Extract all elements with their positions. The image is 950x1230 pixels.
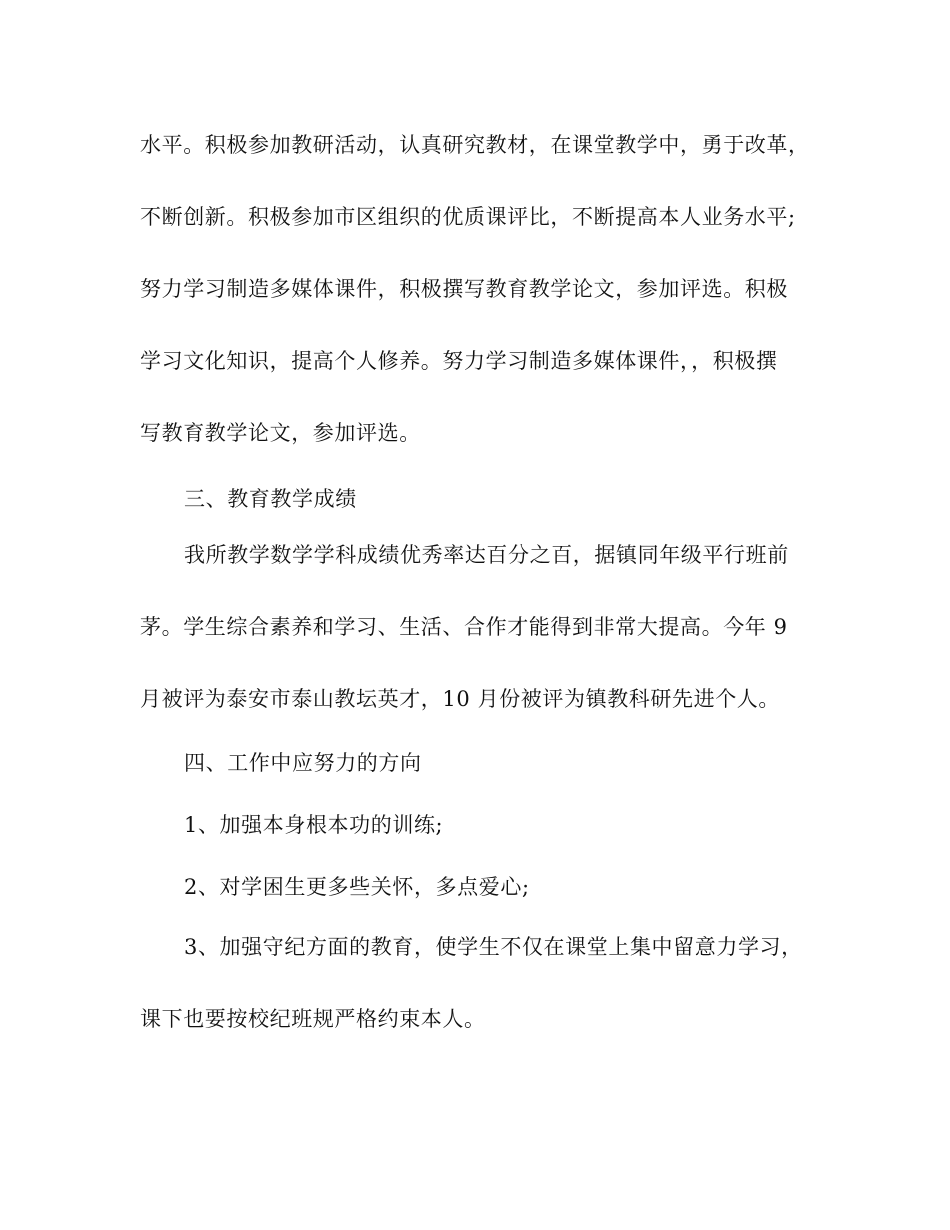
paragraph-line: 努力学习制造多媒体课件，积极撰写教育教学论文，参加评选。积极 <box>140 277 788 301</box>
section-heading: 四、工作中应努力的方向 <box>184 751 422 775</box>
paragraph-line: 不断创新。积极参加市区组织的优质课评比，不断提高本人业务水平; <box>140 205 796 229</box>
paragraph-line: 茅。学生综合素养和学习、生活、合作才能得到非常大提高。今年 9 <box>140 615 788 639</box>
paragraph-line: 课下也要按校纪班规严格约束本人。 <box>140 1007 486 1031</box>
list-item: 1、加强本身根本功的训练; <box>184 813 444 837</box>
paragraph-line: 我所教学数学学科成绩优秀率达百分之百，据镇同年级平行班前 <box>184 543 789 567</box>
list-item: 3、加强守纪方面的教育，使学生不仅在课堂上集中留意力学习， <box>184 935 803 959</box>
paragraph-line: 月被评为泰安市泰山教坛英才，10 月份被评为镇教科研先进个人。 <box>140 687 780 711</box>
paragraph-line: 水平。积极参加教研活动，认真研究教材，在课堂教学中，勇于改革， <box>140 133 810 157</box>
list-item: 2、对学困生更多些关怀，多点爱心; <box>184 875 530 899</box>
paragraph-line: 学习文化知识，提高个人修养。努力学习制造多媒体课件，，积极撰 <box>140 349 778 373</box>
section-heading: 三、教育教学成绩 <box>184 487 357 511</box>
paragraph-line: 写教育教学论文，参加评选。 <box>140 421 421 445</box>
